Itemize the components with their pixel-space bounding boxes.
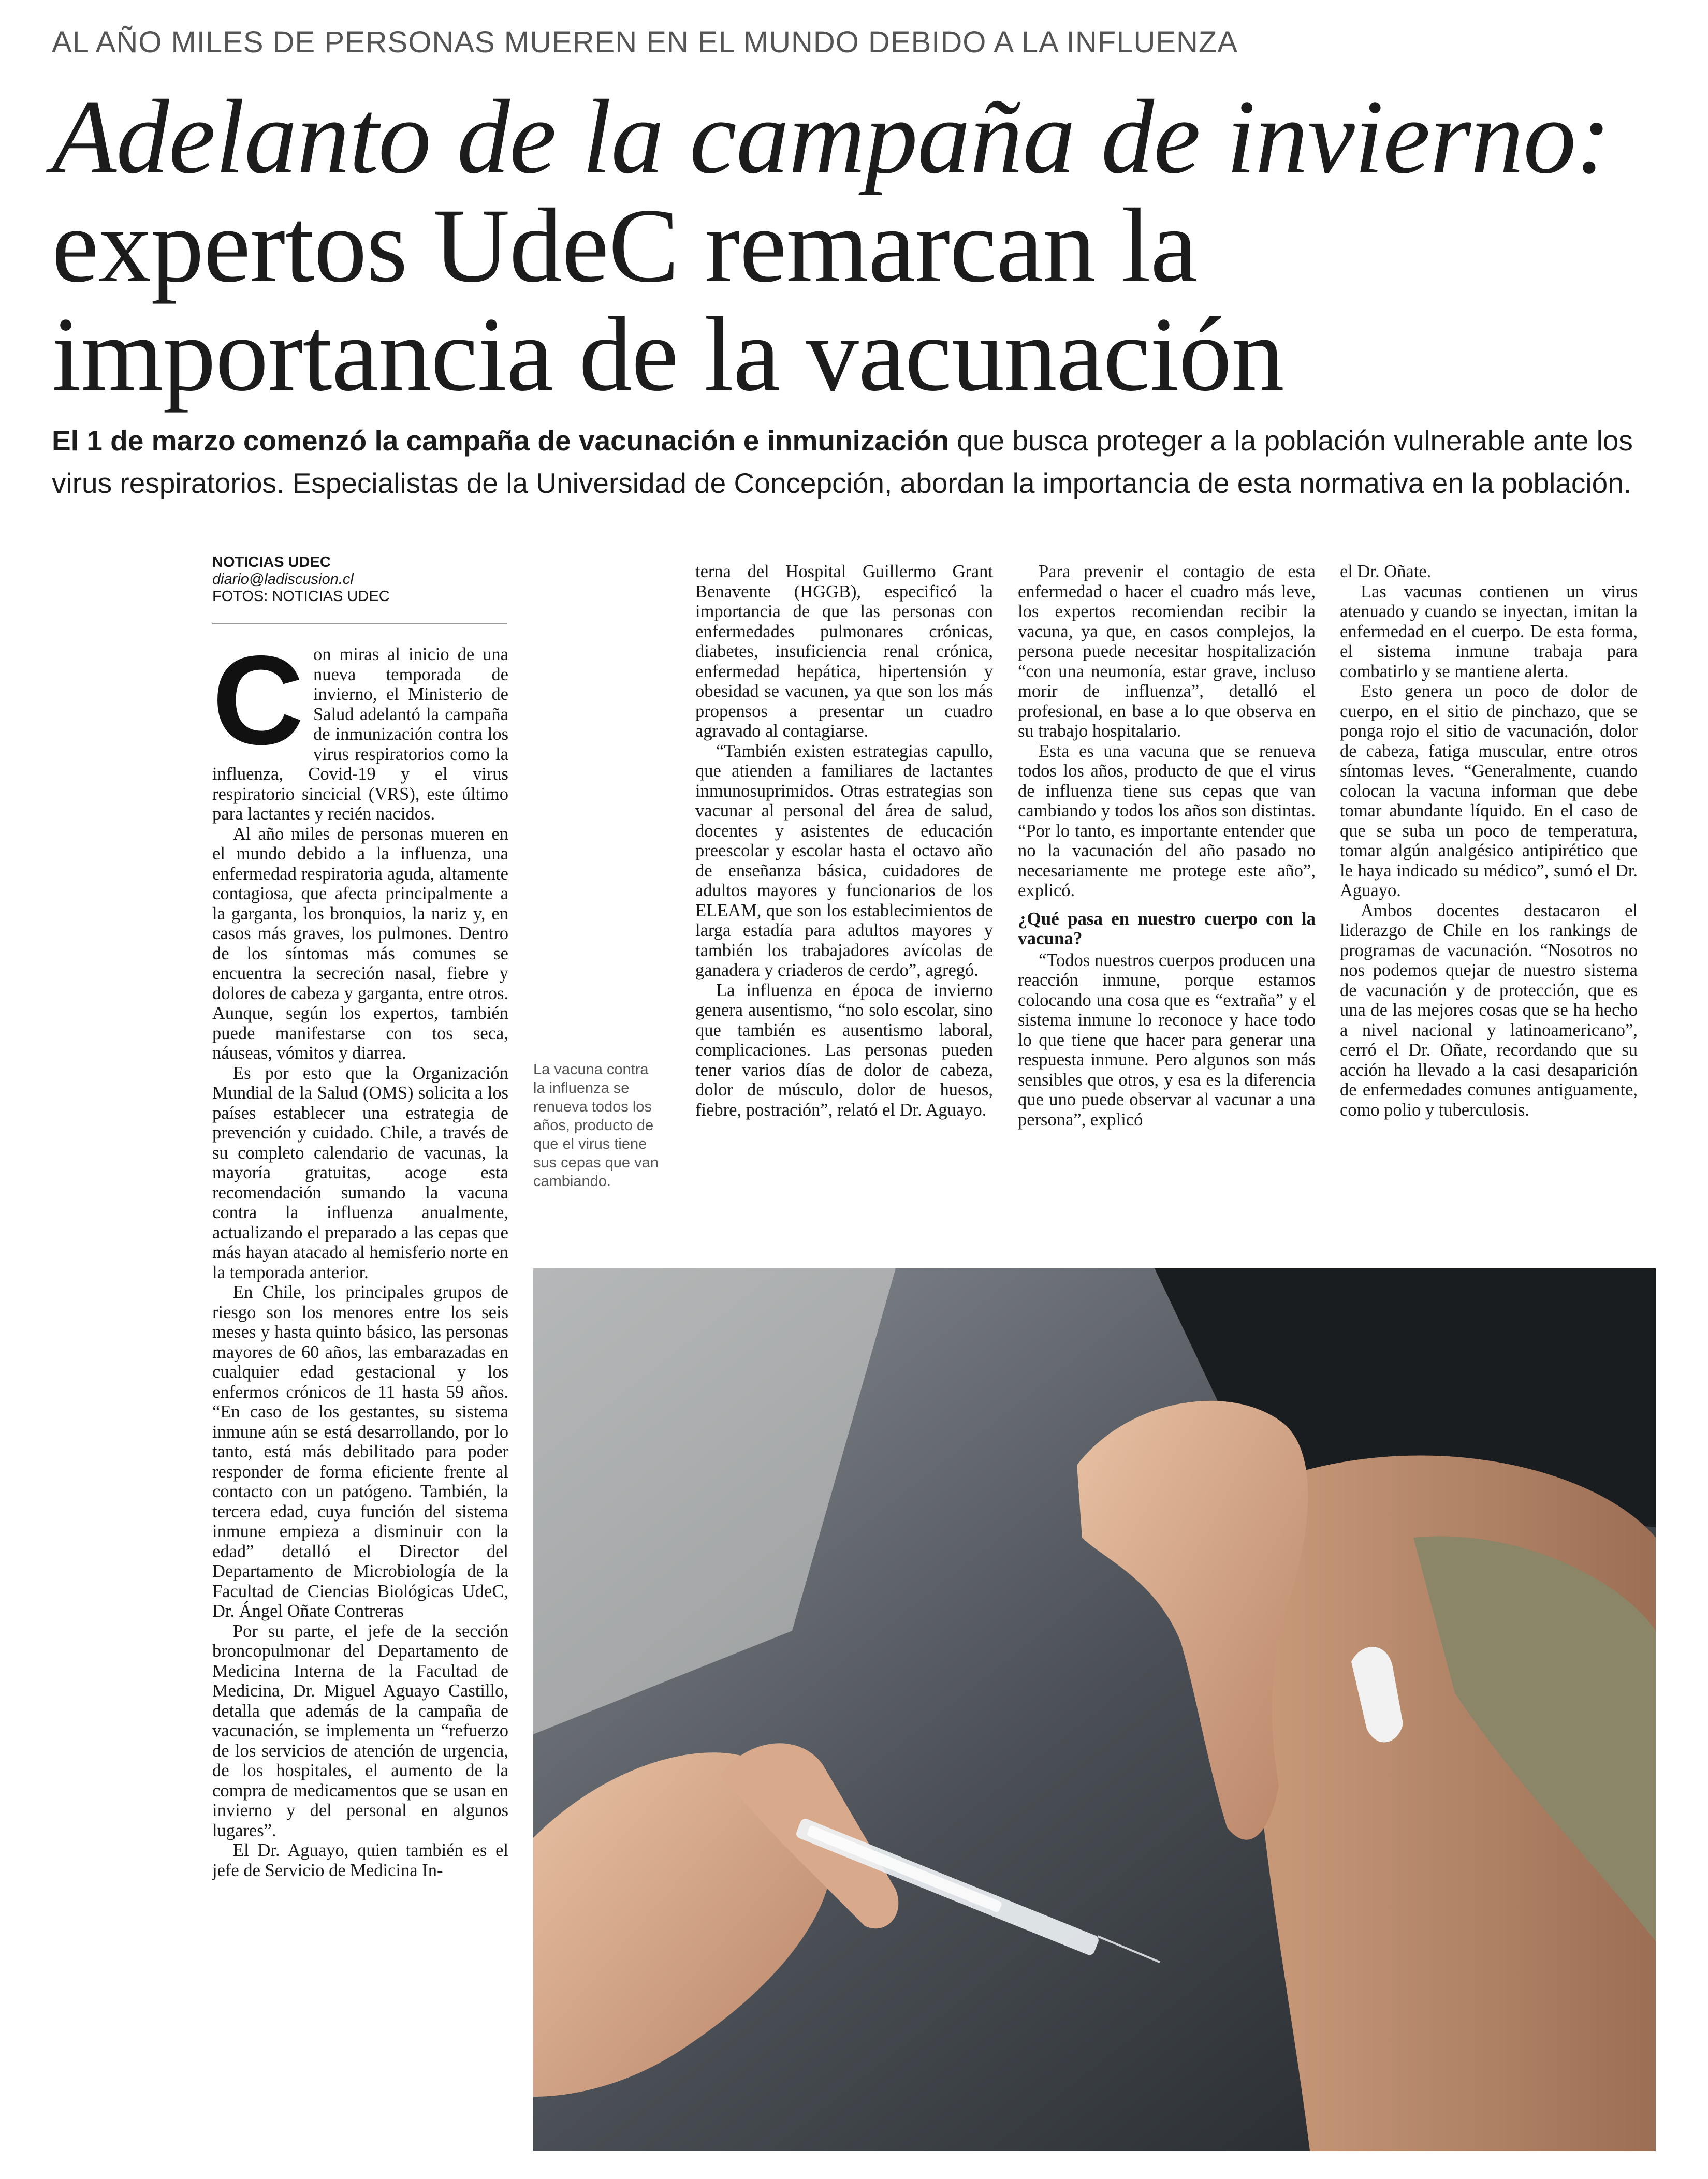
headline-line-3: importancia de la vacunación bbox=[52, 296, 1284, 413]
paragraph: “Todos nuestros cuerpos producen una reacción inmune, porque estamos colocando una cosa que es “extraña” y el sistema inmune lo reconoce y hace todo lo que tiene que hacer para generar una respuesta inmune. Pero algunos son más sensibles que otros, y esa es la diferencia que uno puede observar al vacunar a una persona”, explicó bbox=[1018, 950, 1316, 1130]
paragraph: “También existen estrategias capullo, que atienden a familiares de lactantes inmunosuprimidos. Otras estrategias son vacunar al personal del área de salud, docentes y asistentes de educación preescolar y escolar hasta el octavo año de enseñanza básica, cuidadores de adultos mayores y funcionarios de los ELEAM, que son los establecimientos de larga estadía para adultos mayores y también los trabajadores avícolas de ganadera y criaderos de cerdo”, agregó. bbox=[695, 741, 993, 980]
paragraph: Las vacunas contienen un virus atenuado y cuando se inyectan, imitan la enfermedad en el cuerpo. De esta forma, el sistema inmune trabaja para combatirlo y se mantiene alerta. bbox=[1340, 581, 1638, 681]
article-column-4 bbox=[1340, 562, 1638, 1120]
paragraph: Al año miles de personas mueren en el mundo debido a la influenza, una enfermedad respiratoria aguda, altamente contagiosa, que afecta principalmente a la garganta, los bronquios, la nariz y, en casos más graves, los pulmones. Dentro de los síntomas más comunes se encuentra la secreción nasal, fiebre y dolores de cabeza y garganta, entre otros. Aunque, según los expertos, también puede manifestarse con tos seca, náuseas, vómitos y diarrea. bbox=[212, 824, 508, 1063]
byline-photos: FOTOS: NOTICIAS UDEC bbox=[212, 588, 390, 605]
vaccination-photo bbox=[533, 1268, 1656, 2151]
paragraph: Esta es una vacuna que se renueva todos los años, producto de que el virus de influenza tiene sus cepas que van cambiando y todos los años son distintas. “Por lo tanto, es importante entender que no la vacunación del año pasado no necesariamente me protege este año”, explicó. bbox=[1018, 741, 1316, 900]
paragraph: Ambos docentes destacaron el liderazgo de Chile en los rankings de programas de vacunación. “Nosotros no nos podemos quejar de nuestro sistema de vacunación y de protección, que es una de las mejores cosas que se ha hecho a nivel nacional y latinoamericano”, cerró el Dr. Oñate, recordando que su acción ha llevado a la casi desaparición de enfermedades comunes antiguamente, como polio y tuberculosis. bbox=[1340, 900, 1638, 1120]
article-column-2 bbox=[695, 562, 993, 1120]
byline-divider bbox=[212, 623, 507, 624]
lead-paragraph bbox=[52, 419, 1667, 504]
byline bbox=[212, 554, 507, 605]
headline-line-2: expertos UdeC remarcan la bbox=[52, 187, 1197, 304]
kicker: AL AÑO MILES DE PERSONAS MUEREN EN EL MUNDO DEBIDO A LA INFLUENZA bbox=[52, 25, 1238, 59]
paragraph: terna del Hospital Guillermo Grant Benavente (HGGB), especificó la importancia de que las personas con enfermedades pulmonares crónicas, diabetes, insuficiencia renal crónica, enfermedad hepática, hipertensión y obesidad se vacunen, ya que son los más propensos a presentar un cuadro agravado al contagiarse. bbox=[695, 562, 993, 741]
headline bbox=[52, 78, 1667, 413]
lead-text: que busca proteger a la población vulnerable ante los virus respiratorios. Especialistas de la Universidad de Concepción, abordan la importancia de esta normativa en la población. bbox=[52, 425, 1633, 499]
paragraph: on miras al inicio de una nueva temporada de invierno, el Ministerio de Salud adelantó la campaña de inmunización contra los virus respiratorios como la influenza, Covid-19 y el virus respiratorio sincicial (VRS), este último para lactantes y recién nacidos. bbox=[212, 645, 508, 824]
paragraph: el Dr. Oñate. bbox=[1340, 562, 1432, 581]
subheading: ¿Qué pasa en nuestro cuerpo con la vacuna? bbox=[1018, 908, 1316, 948]
paragraph: Por su parte, el jefe de la sección broncopulmonar del Departamento de Medicina Interna de la Facultad de Medicina, Dr. Miguel Aguayo Castillo, detalla que además de la campaña de vacunación, se implementa un “refuerzo de los servicios de atención de urgencia, de los hospitales, el aumento de la compra de medicamentos que se usan en invierno y del personal en algunos lugares”. bbox=[212, 1621, 508, 1840]
headline-line-1: Adelanto de la campaña de invierno: bbox=[52, 78, 1611, 196]
vaccination-illustration bbox=[533, 1268, 1656, 2151]
byline-email: diario@ladiscusion.cl bbox=[212, 571, 354, 588]
article-column-3 bbox=[1018, 562, 1316, 1130]
paragraph: Esto genera un poco de dolor de cuerpo, en el sitio de pinchazo, que se ponga rojo el sitio de vacunación, dolor de cabeza, fatiga muscular, entre otros síntomas leves. “Generalmente, cuando colocan la vacuna informan que debe tomar abundante líquido. En el caso de que se suba un poco de temperatura, tomar algún analgésico antipirético que le haya indicado su médico”, sumó el Dr. Aguayo. bbox=[1340, 681, 1638, 900]
byline-author: NOTICIAS UDEC bbox=[212, 554, 331, 571]
drop-cap: C bbox=[212, 629, 304, 771]
article-column-1 bbox=[212, 629, 508, 1880]
paragraph: En Chile, los principales grupos de riesgo son los menores entre los seis meses y hasta quinto básico, las personas mayores de 60 años, las embarazadas en cualquier edad gestacional y los enfermos crónicos de 11 hasta 59 años. “En caso de los gestantes, su sistema inmune aún se está desarrollando, por lo tanto, está más debilitado para poder responder de forma eficiente frente al contacto con un patógeno. También, la tercera edad, cuya función del sistema inmune empieza a disminuir con la edad” detalló el Director del Departamento de Microbiología de la Facultad de Ciencias Biológicas UdeC, Dr. Ángel Oñate Contreras bbox=[212, 1282, 508, 1621]
paragraph: La influenza en época de invierno genera ausentismo, “no solo escolar, sino que también es ausentismo laboral, complicaciones. Las personas pueden tener varios días de dolor de cabeza, dolor de músculo, dolor de huesos, fiebre, postración”, relató el Dr. Aguayo. bbox=[695, 980, 993, 1120]
paragraph: Es por esto que la Organización Mundial de la Salud (OMS) solicita a los países establecer una estrategia de prevención y cuidado. Chile, a través de su completo calendario de vacunas, la mayoría gratuitas, acoge esta recomendación sumando la vacuna contra la influenza anualmente, actualizando el preparado a las cepas que más hayan atacado al hemisferio norte en la temporada anterior. bbox=[212, 1063, 508, 1282]
photo-caption: La vacuna contra la influenza se renueva todos los años, producto de que el virus tiene sus cepas que van cambiando. bbox=[533, 1061, 659, 1190]
paragraph: El Dr. Aguayo, quien también es el jefe de Servicio de Medicina In- bbox=[212, 1840, 508, 1880]
lead-bold: El 1 de marzo comenzó la campaña de vacunación e inmunización bbox=[52, 425, 950, 457]
paragraph: Para prevenir el contagio de esta enfermedad o hacer el cuadro más leve, los expertos recomiendan recibir la vacuna, ya que, en casos complejos, la persona puede necesitar hospitalización “con una neumonía, estar grave, incluso morir de influenza”, detalló el profesional, en base a lo que observa en su trabajo hospitalario. bbox=[1018, 562, 1316, 741]
